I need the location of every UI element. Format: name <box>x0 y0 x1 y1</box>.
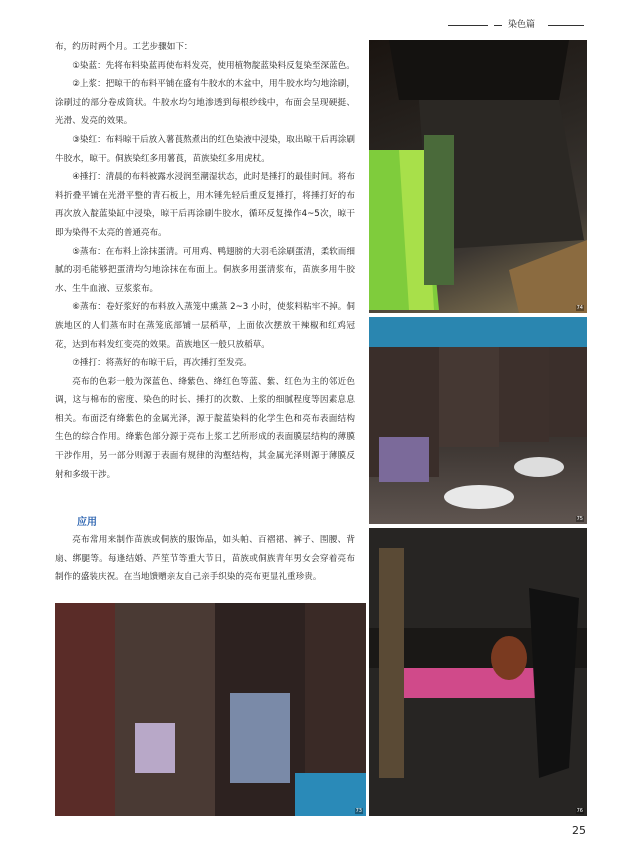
intro-line: 布，约历时两个月。工艺步骤如下： <box>55 42 193 52</box>
photo-76-belt-accessories <box>369 528 587 816</box>
belt-accessories-illustration <box>369 528 587 816</box>
photo-number: 73 <box>355 808 362 814</box>
application-paragraph: 亮布常用来制作苗族或侗族的服饰品，如头帕、百褶裙、裤子、围腰、背扇、绑腿等。每逢结婚、芦笙节等重大节日，苗族或侗族青年男女会穿着亮布制作的盛装庆祝。在当地馈赠亲友自己亲手织染的亮布更显礼重珍贵。 <box>55 535 355 583</box>
section-title: 染色篇 <box>508 20 536 30</box>
step-4: ④捶打：清晨的布料被露水浸润至潮湿状态，此时是捶打的最佳时间。将布料折叠平铺在光滑平整的青石板上，用木锤先轻后重反复捶打，将捶打好的布再次放入靛蓝染缸中浸染，晾干后再涂刷牛胶水，循环反复操作4~5次，晾干即为染得不太亮的普通亮布。 <box>55 172 355 238</box>
application-heading: 应用 <box>77 517 97 528</box>
step-2: ②上浆：把晾干的布料平铺在盛有牛胶水的木盆中，用牛胶水均匀地涂刷，涂刷过的部分卷成筒状。牛胶水均匀地渗透到每根纱线中，布面会呈现硬挺、光滑、发亮的效果。 <box>55 79 355 127</box>
photo-number: 75 <box>576 516 583 522</box>
festival-costumes-illustration <box>55 603 366 816</box>
photo-75-leg-wraps <box>369 317 587 524</box>
step-7: ⑦捶打：将蒸好的布晾干后，再次捶打至发亮。 <box>72 358 252 369</box>
step-1: ①染蓝：先将布料染蓝再使布料发亮，使用植物靛蓝染料反复染至深蓝色。 <box>72 60 355 71</box>
page-number: 25 <box>572 824 586 837</box>
header-rule-left <box>448 25 488 26</box>
step-5: ⑤蒸布：在布料上涂抹蛋清。可用鸡、鸭翅膀的大羽毛涂刷蛋清，柔软而细腻的羽毛能够把蛋清均匀地涂抹在布面上。侗族多用蛋清浆布，苗族多用牛胶水、生牛血液、豆浆浆布。 <box>55 246 355 294</box>
photo-number: 74 <box>576 305 583 311</box>
photo-74-pleated-skirt <box>369 40 587 313</box>
step-3: ③染红：布料晾干后放入薯莨熬煮出的红色染液中浸染，取出晾干后再涂刷牛胶水，晾干。侗族染红多用薯莨，苗族染红多用虎杖。 <box>55 134 355 164</box>
leg-wraps-illustration <box>369 317 587 524</box>
pleated-skirt-illustration <box>369 40 587 313</box>
step-6: ⑥蒸布：卷好浆好的布料放入蒸笼中熏蒸 2~3 小时，使浆料粘牢不掉。侗族地区的人们蒸布时在蒸笼底部铺一层稻草，上面依次摆放干辣椒和红鸡冠花，达到布料发红变亮的效果。苗族地区一般只放稻草。 <box>55 302 355 350</box>
running-header <box>448 18 608 32</box>
color-paragraph: 亮布的色彩一般为深蓝色、绛紫色、绛红色等蓝、紫、红色为主的邻近色调，这与棉布的密度、染色的时长、捶打的次数、上浆的细腻程度等因素息息相关。布面泛有绛紫色的金属光泽，源于靛蓝染料的化学生色和亮布表面结构生色的综合作用。绛紫色部分源于亮布上浆工艺所形成的表面膜层结构的薄膜干涉作用，另一部分则源于表面有规律的沟壑结构，其金属光泽则源于薄膜反射和多级干涉。 <box>55 376 355 480</box>
application-text <box>55 531 355 587</box>
header-dash <box>494 25 502 26</box>
body-text <box>55 38 355 484</box>
photo-73-festival-costumes <box>55 603 366 816</box>
photo-number: 76 <box>576 808 583 814</box>
header-rule-right <box>548 25 584 26</box>
